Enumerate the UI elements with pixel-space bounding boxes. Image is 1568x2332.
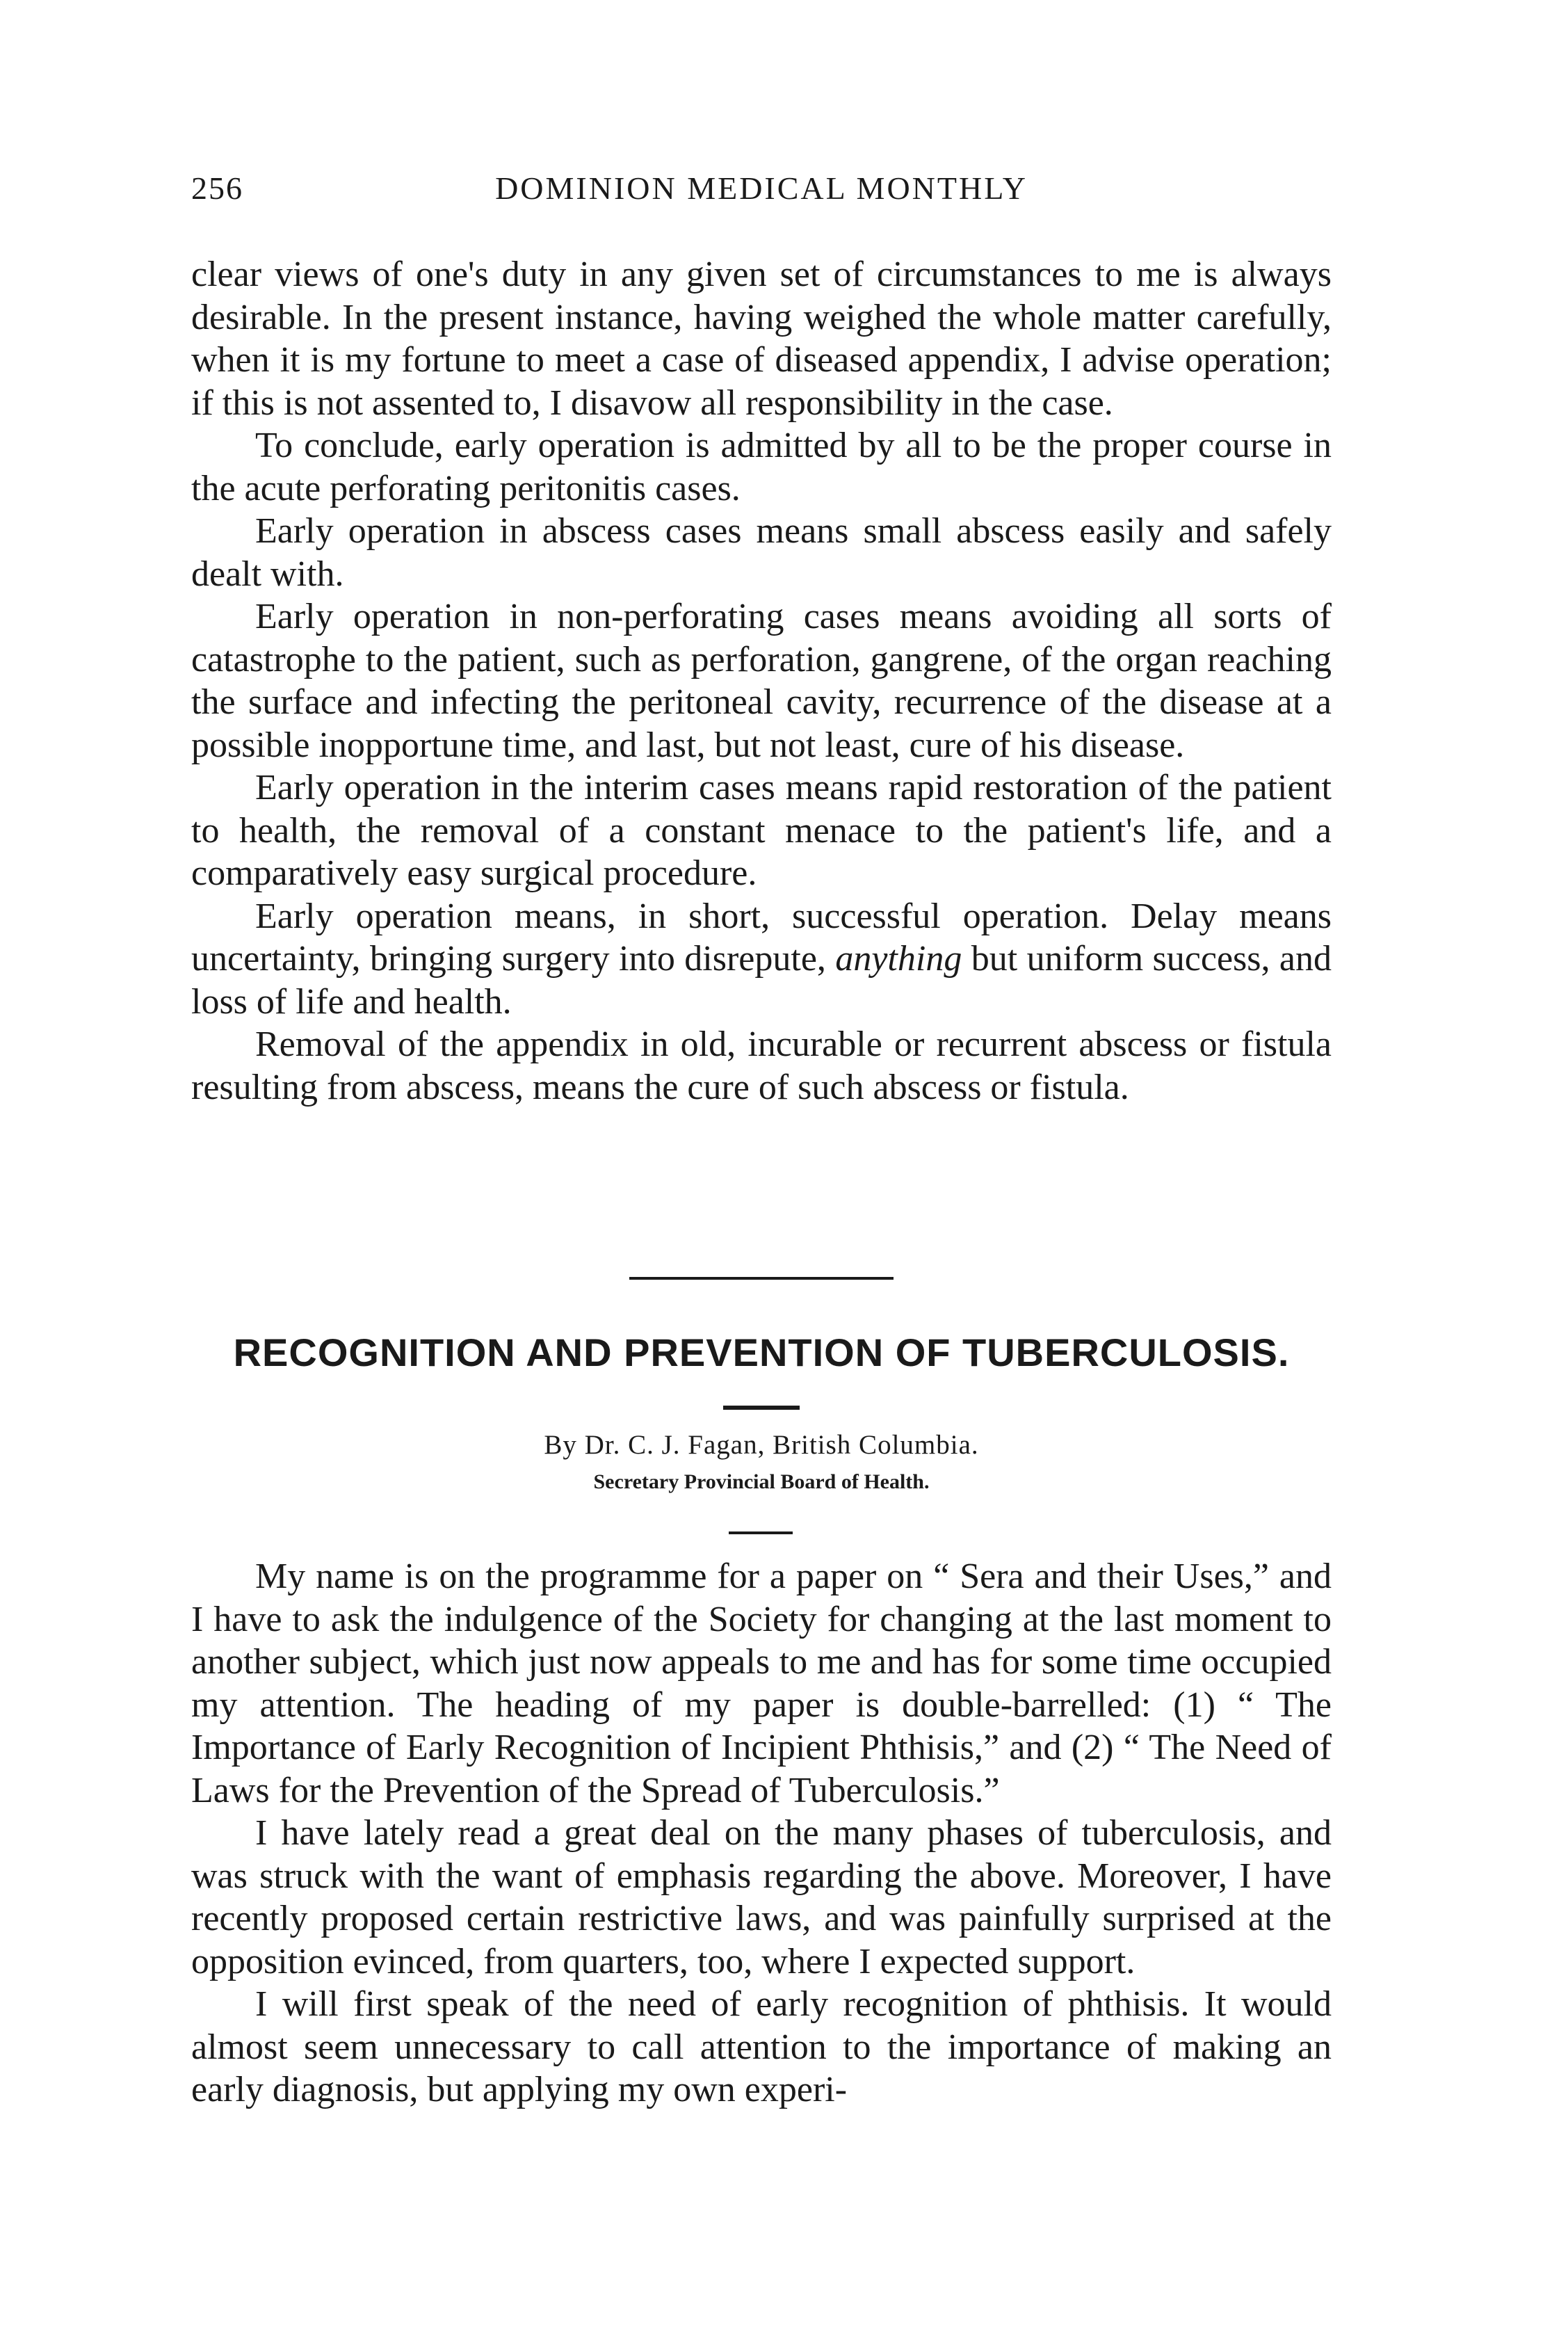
section-divider [629, 1277, 894, 1280]
author-affiliation: Secretary Provincial Board of Health. [593, 1470, 930, 1493]
byline-rule [729, 1531, 793, 1534]
title-rule [723, 1406, 800, 1410]
paragraph: I will first speak of the need of early recognition of phthisis. It would almost seem unnecessary to call attention to the importance of making an early diagnosis, but applying my own experi- [191, 1984, 1332, 2109]
running-head: DOMINION MEDICAL MONTHLY [495, 170, 1028, 206]
article-byline: By Dr. C. J. Fagan, British Columbia. [544, 1430, 979, 1460]
italic-text: anything [835, 939, 962, 979]
paragraph: I have lately read a great deal on the many phases of tuberculosis, and was struck with the want of emphasis regarding the above. Moreover, I have recently proposed certain restrictive laws, and was painfully surprised at the opposition evinced, from quarters, too, where I expected support. [191, 1813, 1332, 1981]
article-body [191, 1555, 1332, 2112]
paragraph: Removal of the appendix in old, incurable or recurrent abscess or fistula resulting from abscess, means the cure of such abscess or fistula. [191, 1024, 1332, 1107]
page-header [191, 170, 1332, 218]
paragraph-text: but uniform success, and loss of life and health. [191, 939, 1332, 1022]
paragraph: My name is on the programme for a paper on “ Sera and their Uses,” and I have to ask the indulgence of the Society for changing at the last moment to another subject, which just now appeals to me and has for some time occupied my attention. The heading of my paper is double-barrelled: (1) “ The Importance of Early Recognition of Incipient Phthisis,” and (2) “ The Need of Laws for the Prevention of the Spread of Tuberculosis.” [191, 1557, 1332, 1810]
paragraph-text: Early operation means, in short, successful operation. Delay means uncertainty, bringing surgery into disrepute, [191, 896, 1332, 979]
paragraph: To conclude, early operation is admitted by all to be the proper course in the acute perforating peritonitis cases. [191, 426, 1332, 508]
page-number: 256 [191, 170, 243, 206]
paragraph: Early operation in non-perforating cases means avoiding all sorts of catastrophe to the patient, such as perforation, gangrene, of the organ reaching the surface and infecting the peritoneal cavity, recurrence of the disease at a possible inopportune time, and last, but not least, cure of his disease. [191, 597, 1332, 765]
paragraph: Early operation in abscess cases means small abscess easily and safely dealt with. [191, 511, 1332, 594]
paragraph: clear views of one's duty in any given set of circumstances to me is always desirable. In the present instance, having weighed the whole matter carefully, when it is my fortune to meet a case of diseased appendix, I advise operation; if this is not assented to, I disavow all responsibility in the case. [191, 255, 1332, 423]
paragraph: Early operation in the interim cases means rapid restoration of the patient to health, the removal of a constant menace to the patient's life, and a comparatively easy surgical procedure. [191, 768, 1332, 893]
paragraph [191, 895, 1332, 1024]
section-appendicitis-conclusion [191, 253, 1332, 1109]
article-title: RECOGNITION AND PREVENTION OF TUBERCULOSIS. [233, 1330, 1290, 1374]
